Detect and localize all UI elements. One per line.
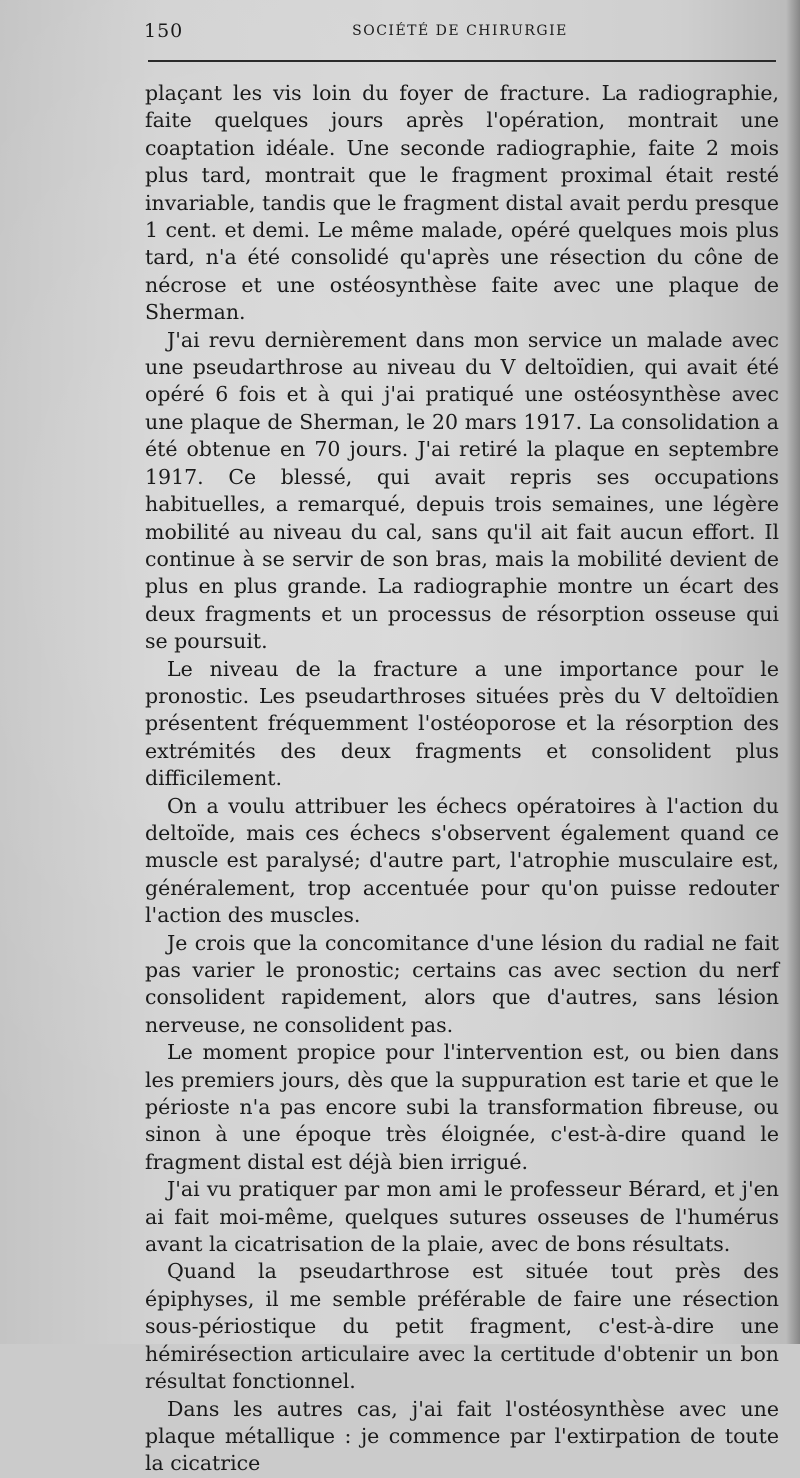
paragraph: plaçant les vis loin du foyer de fracture. La radiographie, faite quelques jours après l'opération, montrait une coaptation idéale. Une seconde radiographie, faite 2 mois plus tard, montrait que le fragment proximal était resté invariable, tandis que le fragment distal avait perdu presque 1 cent. et demi. Le même malade, opéré quelques mois plus tard, n'a été consolidé qu'après une résection du cône de nécrose et une ostéosynthèse faite avec une plaque de Sherman. [145, 81, 779, 325]
paragraph: Le moment propice pour l'intervention est, ou bien dans les premiers jours, dès que la suppuration est tarie et que le périoste n'a pas encore subi la transformation fibreuse, ou sinon à une époque très éloignée, c'est-à-dire quand le fragment distal est déjà bien irrigué. [145, 1040, 779, 1174]
paragraph: Quand la pseudarthrose est située tout près des épiphyses, il me semble préférable de faire une résection sous-périostique du petit fragment, c'est-à-dire une hémirésection articulaire avec la certitude d'obtenir un bon résultat fonctionnel. [145, 1259, 779, 1394]
paragraph: Dans les autres cas, j'ai fait l'ostéosynthèse avec une plaque métallique : je commence par l'extirpation de toute la cicatrice [145, 1396, 779, 1476]
page-number: 150 [144, 20, 184, 42]
running-title: SOCIÉTÉ DE CHIRURGIE [352, 23, 568, 39]
body-text [145, 80, 779, 1478]
header-rule [148, 60, 776, 62]
running-head [144, 20, 776, 46]
paragraph: Le niveau de la fracture a une importance pour le pronostic. Les pseudarthroses situées près du V deltoïdien présentent fréquemment l'ostéoporose et la résorption des extrémités des deux fragments et consolident plus difficilement. [145, 656, 779, 791]
paragraph: On a voulu attribuer les échecs opératoires à l'action du deltoïde, mais ces échecs s'observent également quand ce muscle est paralysé; d'autre part, l'atrophie musculaire est, généralement, trop accentuée pour qu'on puisse redouter l'action des muscles. [145, 793, 779, 928]
paragraph: J'ai vu pratiquer par mon ami le professeur Bérard, et j'en ai fait moi-même, quelques sutures osseuses de l'humérus avant la cicatrisation de la plaie, avec de bons résultats. [145, 1177, 779, 1257]
paragraph: J'ai revu dernièrement dans mon service un malade avec une pseudarthrose au niveau du V deltoïdien, qui avait été opéré 6 fois et à qui j'ai pratiqué une ostéosynthèse avec une plaque de Sherman, le 20 mars 1917. La consolidation a été obtenue en 70 jours. J'ai retiré la plaque en septembre 1917. Ce blessé, qui avait repris ses occupations habituelles, a remarqué, depuis trois semaines, une légère mobilité au niveau du cal, sans qu'il ait fait aucun effort. Il continue à se servir de son bras, mais la mobilité devient de plus en plus grande. La radiographie montre un écart des deux fragments et un processus de résorption osseuse qui se poursuit. [145, 327, 779, 654]
paragraph: Je crois que la concomitance d'une lésion du radial ne fait pas varier le pronostic; certains cas avec section du nerf consolident rapidement, alors que d'autres, sans lésion nerveuse, ne consolident pas. [145, 930, 779, 1037]
